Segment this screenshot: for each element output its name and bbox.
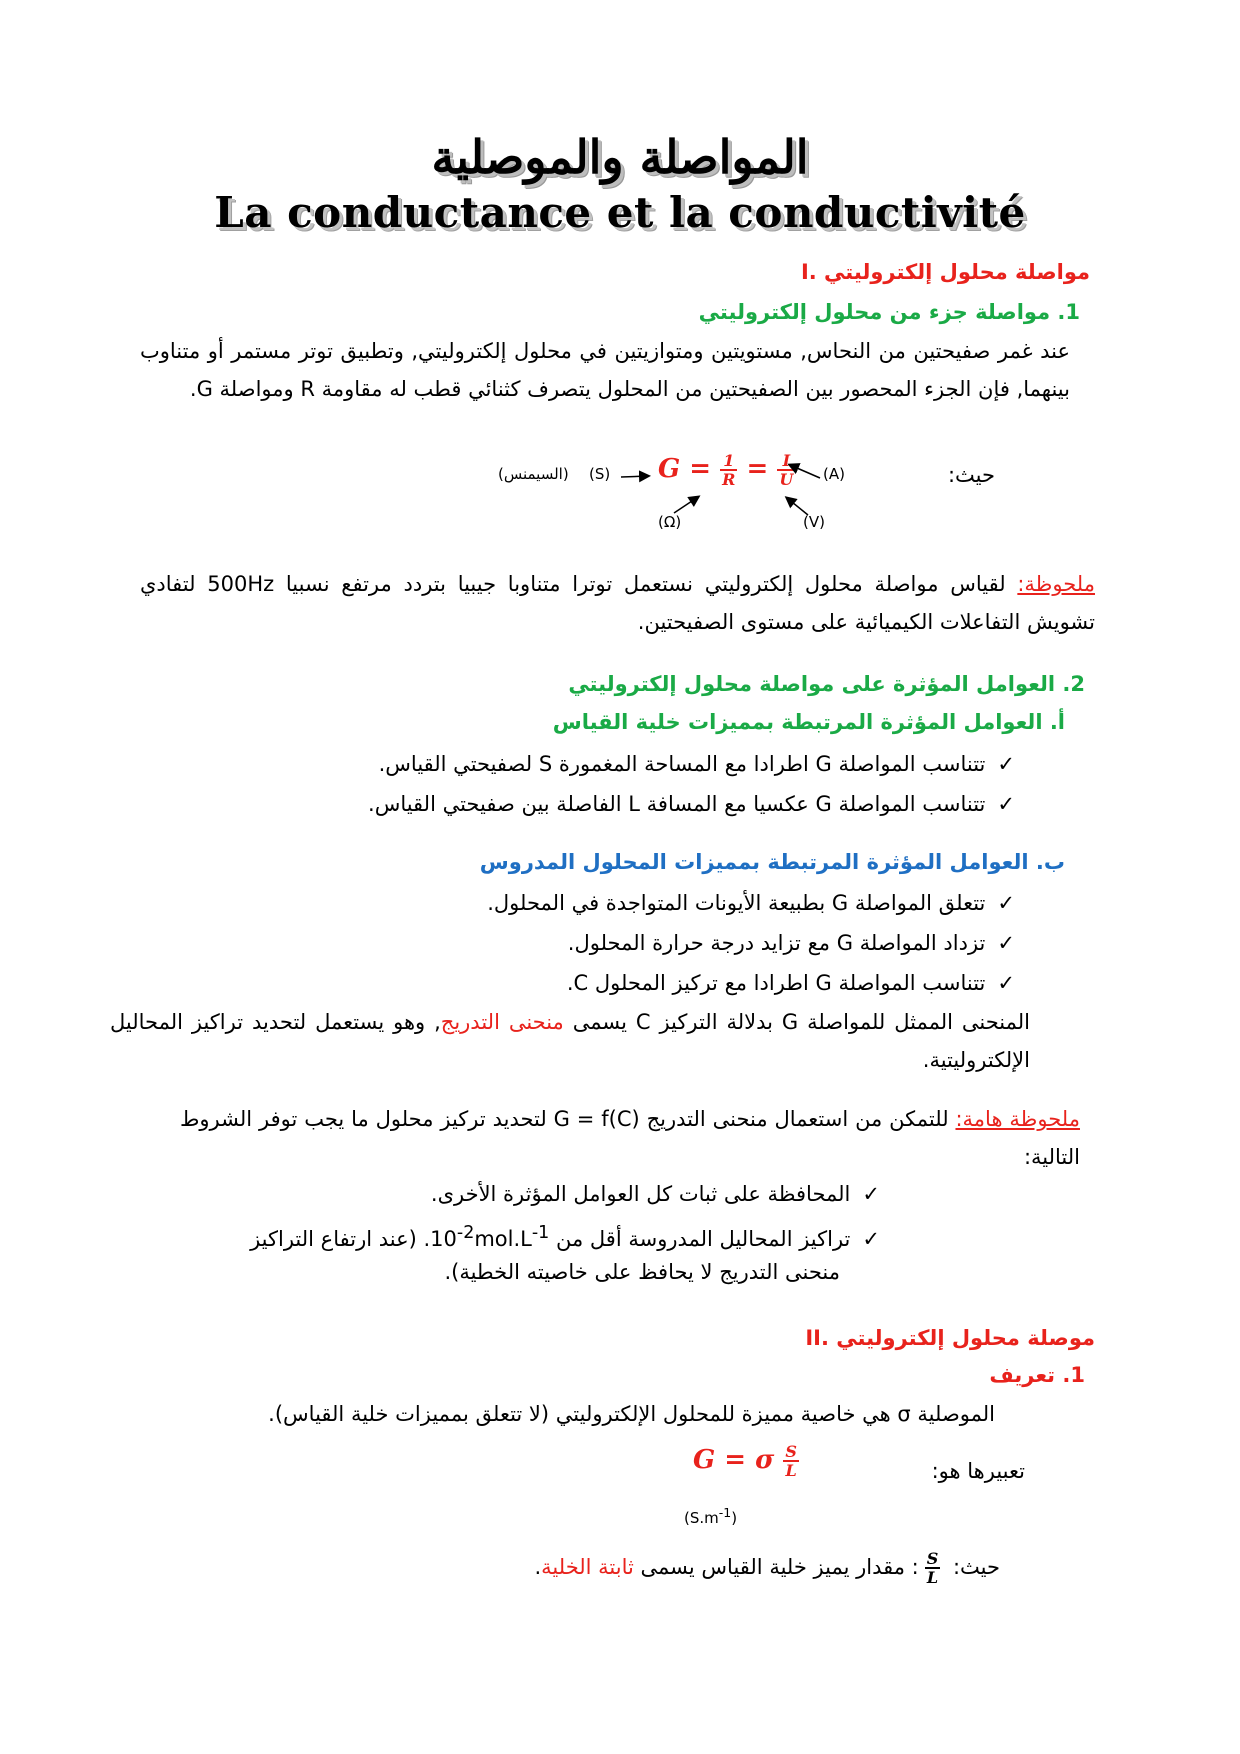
fraction-numerator: I: [777, 452, 795, 471]
unit-close: ): [731, 1509, 738, 1527]
fraction-denominator: L: [926, 1568, 939, 1587]
fraction-s-over-l: [783, 1443, 799, 1479]
section-2-heading: II. موصلة محلول إلكتروليتي: [805, 1326, 1095, 1350]
concentration-value: [430, 1223, 550, 1251]
formula-lhs: G = σ: [693, 1445, 775, 1475]
list-item: [368, 785, 1015, 823]
list-item-text: تتعلق المواصلة G بطبيعة الأيونات المتواجدة في المحلول.: [487, 891, 986, 915]
list-item-text: تزداد المواصلة G مع تزايد درجة حرارة المحلول.: [567, 931, 986, 955]
item-part: . (عند ارتفاع التراكيز: [250, 1227, 431, 1251]
section-1-2-b-heading: ب. العوامل المؤثرة المرتبطة بمميزات المحلول المدروس: [479, 850, 1065, 874]
check-icon: ✓: [997, 891, 1015, 915]
fraction-numerator: 1: [720, 452, 737, 471]
arrow-ampere: [790, 465, 820, 478]
unit-siemens: (S): [589, 465, 611, 483]
list-item-text: تتناسب المواصلة G عكسيا مع المسافة L الفاصلة بين صفيحتي القياس.: [368, 792, 986, 816]
list-item-continuation: منحنى التدريج لا يحافظ على خاصيته الخطية).: [444, 1260, 840, 1284]
list-item-text: تتناسب المواصلة G اطرادا مع المساحة المغمورة S لصفيحتي القياس.: [378, 752, 986, 776]
cell-end: .: [534, 1555, 542, 1579]
unit-volt: (V): [803, 513, 825, 531]
conc-unit: mol.L: [474, 1227, 532, 1251]
note-1: [140, 565, 1095, 641]
conc-base: 10: [430, 1227, 457, 1251]
unit-siemens-name: (السيمنس): [498, 465, 569, 483]
fraction-numerator: S: [926, 1549, 939, 1568]
curve-text: , وهو يستعمل لتحديد تراكيز المحاليل الإلكتروليتية.: [110, 1010, 1030, 1072]
calibration-curve-paragraph: [110, 1003, 1030, 1079]
title-french: La conductance et la conductivité: [214, 188, 1026, 237]
section-1-1-heading: 1. مواصلة جزء من محلول إلكتروليتي: [698, 300, 1080, 324]
unit-exp: -1: [718, 1505, 732, 1520]
cell-constant-line: [534, 1548, 1000, 1586]
title-arabic: المواصلة والموصلية: [431, 130, 809, 184]
fraction-denominator: L: [785, 1461, 797, 1480]
section-1-2-a-heading: أ. العوامل المؤثرة المرتبطة بمميزات خلية القياس: [552, 710, 1065, 734]
list-item-text: المحافظة على ثبات كل العوامل المؤثرة الأخرى.: [430, 1182, 851, 1206]
check-icon: ✓: [862, 1227, 880, 1251]
note-1-label: ملحوظة:: [1017, 572, 1095, 596]
list-item: [379, 745, 1015, 783]
formula-arrows: [0, 0, 1240, 600]
check-icon: ✓: [997, 752, 1015, 776]
fraction-denominator: U: [779, 470, 794, 489]
fraction-s-over-l-small: [925, 1550, 941, 1586]
list-item: [567, 964, 1015, 1002]
unit-ampere: (A): [823, 465, 845, 483]
cell-term: ثابتة الخلية: [541, 1555, 634, 1579]
unit-conductivity: [684, 1505, 737, 1527]
cell-text: : مقدار يميز خلية القياس يسمى: [633, 1555, 919, 1579]
arrow-siemens: [621, 476, 648, 477]
note-2: [180, 1100, 1080, 1176]
note-1-text: لقياس مواصلة محلول إلكتروليتي نستعمل توترا متناوبا جيبيا بتردد مرتفع نسبيا 500Hz لتفادي تشويش التفاعلات الكيميائية على مستوى الصفيحتين.: [140, 572, 1095, 634]
formula-equals: =: [746, 454, 769, 484]
check-icon: ✓: [997, 971, 1015, 995]
conc-exp: -2: [456, 1223, 475, 1243]
conc-unit-exp: -1: [531, 1223, 550, 1243]
unit-ohm: (Ω): [658, 513, 682, 531]
list-item-text: [250, 1223, 851, 1251]
curve-text: المنحنى الممثل للمواصلة G بدلالة التركيز C يسمى: [563, 1010, 1031, 1034]
list-item-text: تتناسب المواصلة G اطرادا مع تركيز المحلول C.: [566, 971, 986, 995]
list-item: [568, 924, 1015, 962]
expression-label: تعبيرها هو:: [931, 1459, 1025, 1483]
item-part: تراكيز المحاليل المدروسة أقل من: [549, 1227, 851, 1251]
arrow-ohm: [674, 497, 698, 513]
note-2-label: ملحوظة هامة:: [955, 1107, 1080, 1131]
list-item: [487, 884, 1015, 922]
arrow-volt: [787, 498, 808, 515]
where-label: حيث:: [947, 463, 995, 487]
formula-conductivity: [693, 1443, 799, 1479]
fraction-numerator: S: [785, 1442, 797, 1461]
check-icon: ✓: [997, 931, 1015, 955]
where-label: حيث:: [952, 1555, 1000, 1579]
curve-term: منحنى التدريج: [440, 1010, 564, 1034]
section-1-2-heading: 2. العوامل المؤثرة على مواصلة محلول إلكتروليتي: [568, 672, 1085, 696]
section-2-1-heading: 1. تعريف: [989, 1363, 1085, 1387]
note-2-text: للتمكن من استعمال منحنى التدريج G = f(C) لتحديد تركيز محلول ما يجب توفر الشروط التالية:: [180, 1107, 1080, 1169]
check-icon: ✓: [862, 1182, 880, 1206]
check-icon: ✓: [997, 792, 1015, 816]
formula-lhs: G =: [658, 454, 712, 484]
section-1-1-paragraph: عند غمر صفيحتين من النحاس, مستويتين ومتوازيتين في محلول إلكتروليتي, وتطبيق توتر مستمر أو متناوب بينهما, فإن الجزء المحصور بين الصفيحتين من المحلول يتصرف كثنائي قطب له مقاومة R ومواصلة G.: [140, 339, 1070, 401]
list-item: [250, 1214, 880, 1258]
list-item: [431, 1175, 880, 1213]
section-1-heading: I. مواصلة محلول إلكتروليتي: [800, 260, 1090, 284]
fraction-denominator: R: [722, 470, 736, 489]
conductivity-definition: الموصلية σ هي خاصية مميزة للمحلول الإلكتروليتي (لا تتعلق بمميزات خلية القياس).: [268, 1402, 995, 1426]
unit-base: (S.m: [684, 1509, 719, 1527]
